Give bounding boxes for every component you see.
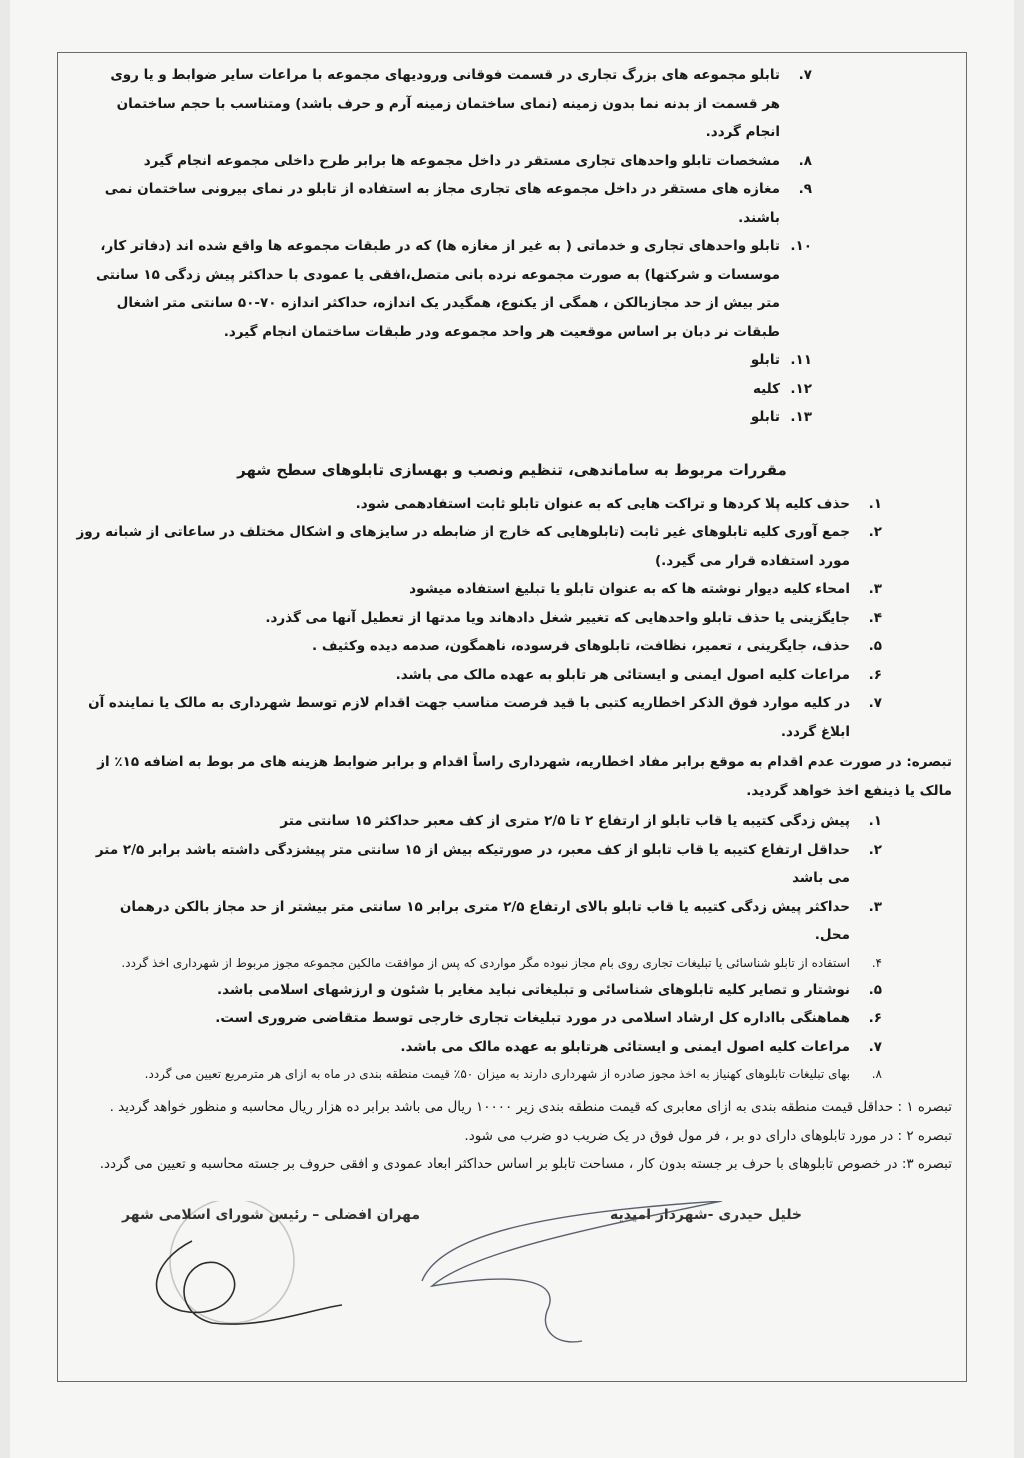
list-item: ۱۰. تابلو واحدهای تجاری و خدماتی ( به غیر از مغازه ها) که در طبقات مجموعه ها واقع شده اند (دفاتر کار، موسسات و شرکتها) به صورت مجموعه نرده بانی متصل،افقی یا عمودی با حداکثر پیش زدگی ۱۵ سانتی متر بیش از حد مجازبالکن ، همگی از یکنوع، همگیدر یک اندازه، حداکثر اندازه ۷۰-۵۰ سانتی متر اشغال طبقات نر دبان بر اساس موقعیت هر واحد مجموعه ودر طبقات ساختمان انجام گیرد. bbox=[96, 238, 812, 340]
council-signature-label: مهران افضلی – رئیس شورای اسلامی شهر bbox=[122, 1206, 421, 1223]
list-item: ۵. نوشتار و تصایر کلیه تابلوهای شناسائی و تبلیغاتی نباید مغایر با شئون و ارزشهای اسلامی باشد. bbox=[217, 981, 882, 998]
list-item: ۸. بهای تبلیغات تابلوهای کهنیاز به اخذ مجوز صادره از شهرداری دارند به میزان ۵۰٪ قیمت منطقه بندی در ماه به ازای هر مترمربع تعیین می گردد. bbox=[144, 1067, 882, 1081]
note-2: تبصره ۲ : در مورد تابلوهای دارای دو بر ، فر مول فوق در یک ضریب دو ضرب می شود. bbox=[464, 1127, 952, 1144]
list-item: ۲. جمع آوری کلیه تابلوهای غیر ثابت (تابلوهایی که خارج از ضابطه در سایزهای و اشکال مختلف در ساعاتی از شبانه روز مورد استفاده قرار می گیرد.) bbox=[76, 524, 882, 569]
list-item: ۵. حذف، جایگرینی ، تعمیر، نظافت، تابلوهای فرسوده، ناهمگون، صدمه دیده وکثیف . bbox=[312, 638, 882, 654]
list-item: ۴. جایگزینی یا حذف تابلو واحدهایی که تغییر شغل دادهاند ویا مدتها از تعطیل آنها می گذرد. bbox=[265, 609, 882, 626]
list-item: ۶. مراعات کلیه اصول ایمنی و ایستائی هر تابلو به عهده مالک می باشد. bbox=[395, 666, 882, 683]
list-item: ۳. حداکثر پیش زدگی کتیبه یا قاب تابلو بالای ارتفاع ۲/۵ متری برابر ۱۵ سانتی متر بیشتر از حد مجاز بالکن درهمان محل. bbox=[119, 898, 882, 943]
section-heading: مقررات مربوط به ساماندهی، تنظیم ونصب و بهسازی تابلوهای سطح شهر bbox=[237, 460, 787, 479]
section-3-list bbox=[92, 807, 882, 1087]
section-1-list bbox=[92, 61, 812, 432]
section-2-list bbox=[72, 490, 882, 747]
list-item: ۷. مراعات کلیه اصول ایمنی و ایستائی هرتابلو به عهده مالک می باشد. bbox=[400, 1038, 882, 1055]
signature-row bbox=[72, 1201, 952, 1351]
list-item: ۱۱. تابلو bbox=[750, 352, 812, 368]
list-item: ۱۳. تابلو bbox=[750, 409, 812, 425]
list-item: ۲. حداقل ارتفاع کتیبه یا قاب تابلو از کف معبر، در صورتیکه بیش از ۱۵ سانتی متر پیشزدگی داشته باشد برابر ۲/۵ متر می باشد bbox=[95, 841, 882, 886]
list-item: ۱. پیش زدگی کتیبه یا قاب تابلو از ارتفاع ۲ تا ۲/۵ متری از کف معبر حداکثر ۱۵ سانتی متر bbox=[280, 813, 882, 829]
list-item: ۷. تابلو مجموعه های بزرگ تجاری در قسمت فوقانی ورودیهای مجموعه با مراعات سایر ضوابط و یا روی هر قسمت از بدنه نما بدون زمینه (نمای ساختمان زمینه آرم و حرف باشد) ومتناسب با حجم ساختمان انجام گردد. bbox=[110, 67, 812, 140]
list-item: ۱۲. کلیه bbox=[752, 380, 812, 397]
note-3: تبصره ۳: در خصوص تابلوهای با حرف بر جسته بدون کار ، مساحت تابلو بر اساس حداکثر ابعاد عمودی و افقی حروف بر جسته محاسبه و تعیین می گردد. bbox=[99, 1156, 952, 1172]
note-1: تبصره ۱ : حداقل قیمت منطقه بندی به ازای معابری که قیمت منطقه بندی زیر ۱۰۰۰۰ ریال می باشد برابر ده هزار ریال محاسبه و منظور خواهد گردید . bbox=[109, 1099, 952, 1115]
mayor-signature-label: خلیل حیدری -شهردار امیدیه bbox=[609, 1206, 802, 1223]
document-page bbox=[10, 0, 1014, 1458]
page-border bbox=[57, 52, 967, 1382]
list-item: ۶. هماهنگی بااداره کل ارشاد اسلامی در مورد تبلیغات تجاری خارجی توسط متقاضی ضروری است. bbox=[215, 1010, 882, 1026]
list-item: ۷. در کلیه موارد فوق الذکر اخطاریه کتبی با قید فرصت مناسب جهت اقدام لازم توسط شهرداری به مالک یا نماینده آن ابلاغ گردد. bbox=[88, 695, 882, 740]
list-item: ۳. امحاء کلیه دیوار نوشته ها که به عنوان تابلو یا تبلیغ استفاده میشود bbox=[409, 581, 882, 597]
list-item: ۸. مشخصات تابلو واحدهای تجاری مستقر در داخل مجموعه ها برابر طرح داخلی مجموعه انجام گیرد bbox=[143, 152, 812, 169]
list-item: ۹. مغازه های مستقر در داخل مجموعه های تجاری مجاز به استفاده از تابلو در نمای بیرونی ساختمان نمی باشند. bbox=[104, 181, 812, 226]
list-item: ۴. استفاده از تابلو شناسائی یا تبلیغات تجاری روی بام مجاز نبوده مگر مواردی که پس از موافقت مالکین مجموعه مجوز مربوط از شهرداری اخذ گردد. bbox=[121, 955, 882, 970]
list-item: ۱. حذف کلیه پلا کردها و تراکت هایی که به عنوان تابلو ثابت استفادهمی شود. bbox=[355, 495, 882, 512]
note-main: تبصره: در صورت عدم اقدام به موقع برابر مفاد اخطاریه، شهرداری راساً اقدام و برابر ضوابط هزینه های مر بوط به اضافه ۱۵٪ از مالک یا ذینفع اخذ خواهد گردید. bbox=[97, 754, 952, 799]
